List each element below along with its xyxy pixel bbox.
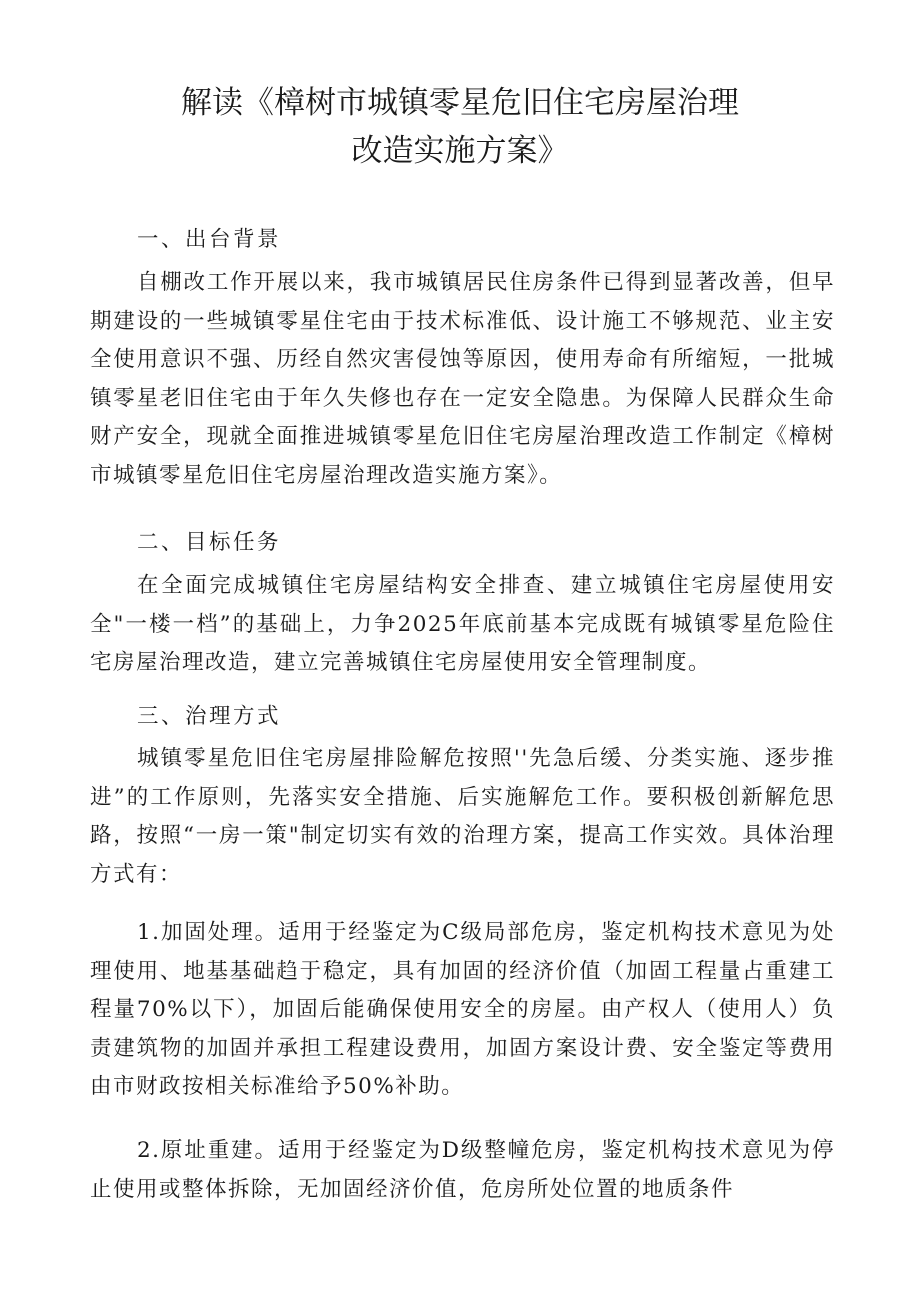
paragraph-methods: 城镇零星危旧住宅房屋排险解危按照''先急后缓、分类实施、逐步推进”的工作原则，先落实安全措施、后实施解危工作。要积极创新解危思路，按照“一房一策"制定切实有效的治理方案，提高工作实效。具体治理方式有： (90, 746, 835, 887)
list-item-lead: 1.加固处理。 (137, 920, 279, 945)
section-heading-goals: 二、目标任务 (137, 530, 282, 555)
paragraph-background: 自棚改工作开展以来，我市城镇居民住房条件已得到显著改善，但早期建设的一些城镇零星住宅由于技术标准低、设计施工不够规范、业主安全使用意识不强、历经自然灾害侵蚀等原因，使用寿命有所缩短，一批城镇零星老旧住宅由于年久失修也存在一定安全隐患。为保障人民群众生命财产安全，现就全面推进城镇零星危旧住宅房屋治理改造工作制定《樟树市城镇零星危旧住宅房屋治理改造实施方案》。 (90, 270, 835, 488)
paragraph-goals: 在全面完成城镇住宅房屋结构安全排查、建立城镇住宅房屋使用安全"一楼一档”的基础上，力争2025年底前基本完成既有城镇零星危险住宅房屋治理改造，建立完善城镇住宅房屋使用安全管理制度。 (90, 573, 835, 675)
list-item-lead: 2.原址重建。 (137, 1138, 278, 1163)
document-title-line1: 解读《樟树市城镇零星危旧住宅房屋治理 (181, 85, 739, 121)
list-item-text: 适用于经鉴定为C级局部危房，鉴定机构技术意见为处理使用、地基基础趋于稳定，具有加固的经济价值（加固工程量占重建工程量70%以下），加固后能确保使用安全的房屋。由产权人（使用人）负责建筑物的加固并承担工程建设费用，加固方案设计费、安全鉴定等费用由市财政按相关标准给予50%补助。 (90, 920, 836, 1099)
section-heading-methods: 三、治理方式 (137, 704, 282, 729)
list-item-rebuild (90, 1132, 835, 1209)
list-item-text: 适用于经鉴定为D级整幢危房，鉴定机构技术意见为停止使用或整体拆除，无加固经济价值，危房所处位置的地质条件 (90, 1138, 835, 1202)
list-item-reinforcement (90, 914, 835, 1107)
document-title-line2: 改造实施方案》 (351, 133, 569, 169)
section-heading-background: 一、出台背景 (137, 227, 282, 252)
